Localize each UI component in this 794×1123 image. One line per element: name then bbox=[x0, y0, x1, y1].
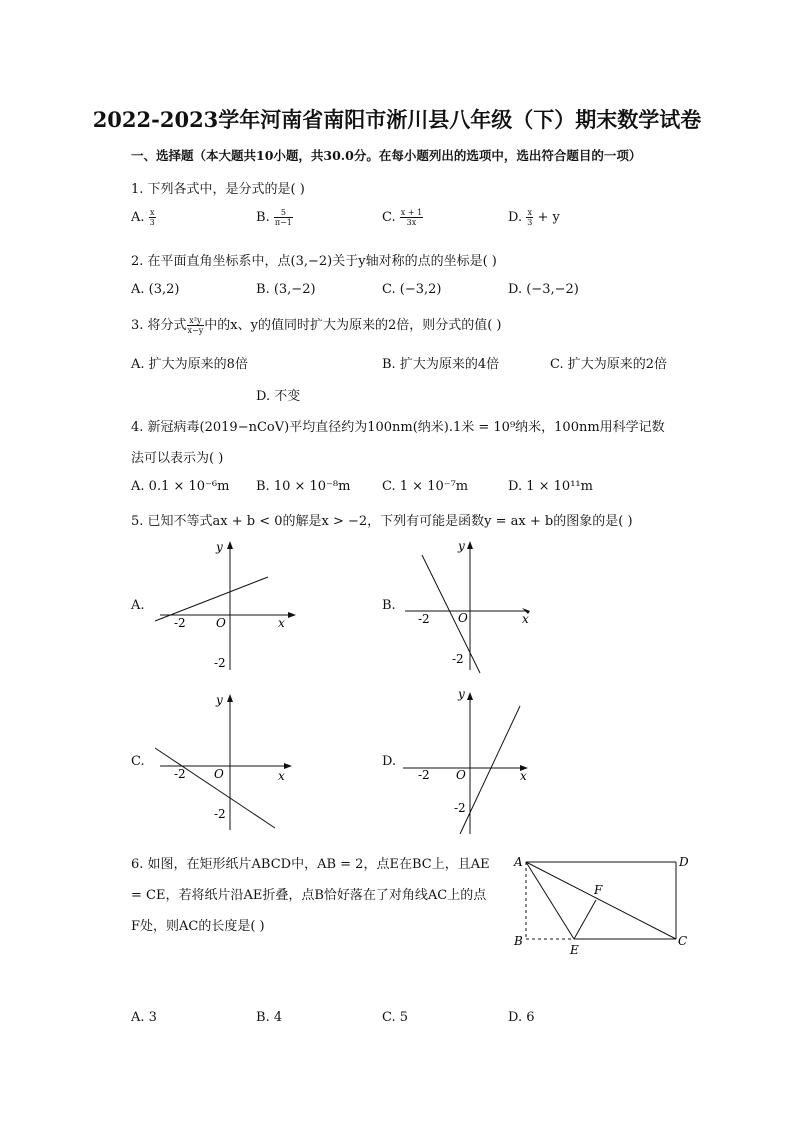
fraction: $\frac{x}{3}$ bbox=[149, 208, 155, 227]
q4-option-b[interactable]: B. 10 × 10⁻⁸m bbox=[256, 479, 351, 494]
tick-label-y: -2 bbox=[214, 807, 226, 821]
origin-label: O bbox=[458, 611, 468, 625]
q5-option-a[interactable]: A. bbox=[131, 598, 145, 613]
point-B-label: B bbox=[514, 934, 523, 948]
question-6-line-2: = CE，若将纸片沿AE折叠，点B恰好落在了对角线AC上的点 bbox=[131, 888, 487, 903]
question-6-line-1: 6. 如图，在矩形纸片ABCD中，AB = 2，点E在BC上，且AE bbox=[131, 857, 490, 872]
point-C-label: C bbox=[678, 934, 688, 948]
page-title: 2022-2023学年河南省南阳市淅川县八年级（下）期末数学试卷 bbox=[92, 107, 702, 132]
diagonal-AC bbox=[526, 862, 676, 939]
point-F-label: F bbox=[594, 883, 603, 897]
q3-option-a[interactable]: A. 扩大为原来的8倍 bbox=[131, 357, 248, 372]
graph-line bbox=[155, 577, 268, 621]
x-axis-arrow bbox=[284, 763, 292, 769]
segment-AE bbox=[526, 862, 574, 939]
fraction: $\frac{x + 1}{3x}$ bbox=[400, 208, 423, 227]
q1-option-c[interactable]: C. $\frac{x + 1}{3x}$ bbox=[382, 208, 423, 227]
point-E-label: E bbox=[570, 943, 579, 957]
x-label: x bbox=[520, 769, 527, 783]
y-label: y bbox=[458, 539, 465, 553]
question-1: 1. 下列各式中，是分式的是( ) bbox=[131, 182, 305, 197]
q4-option-c[interactable]: C. 1 × 10⁻⁷m bbox=[382, 479, 469, 494]
tick-label-x: -2 bbox=[174, 767, 186, 781]
q2-option-b[interactable]: B. (3,−2) bbox=[256, 282, 316, 297]
point-A-label: A bbox=[514, 855, 523, 869]
q2-option-c[interactable]: C. (−3,2) bbox=[382, 282, 442, 297]
x-label: x bbox=[278, 769, 285, 783]
question-6-line-3: F处，则AC的长度是( ) bbox=[131, 919, 265, 934]
q2-option-a[interactable]: A. (3,2) bbox=[131, 282, 180, 297]
y-label: y bbox=[458, 687, 465, 701]
section-heading: 一、选择题（本大题共10小题，共30.0分。在每小题列出的选项中，选出符合题目的一项） bbox=[131, 148, 642, 163]
graph-line bbox=[460, 706, 520, 834]
tick-label-y: -2 bbox=[454, 801, 466, 815]
y-axis-arrow bbox=[227, 541, 233, 549]
question-4-line-1: 4. 新冠病毒(2019−nCoV)平均直径约为100nm(纳米).1米 = 10⁹纳米，100nm用科学记数 bbox=[131, 420, 665, 435]
tick-label-x: -2 bbox=[174, 616, 186, 630]
question-3: 3. 将分式 $\frac{\text{x²y}}{x-y}$ 中的x、y的值同时扩大为原来的2倍，则分式的值( ) bbox=[131, 316, 502, 335]
q5-graph-a bbox=[150, 535, 300, 675]
graph-line bbox=[422, 555, 480, 673]
q6-option-b[interactable]: B. 4 bbox=[256, 1010, 283, 1025]
q1-option-d[interactable]: D. $\frac{x}{3}$ + y bbox=[508, 208, 560, 227]
y-axis-arrow bbox=[467, 541, 473, 549]
fraction: $\frac{5}{\pi-1}$ bbox=[274, 208, 292, 227]
question-2: 2. 在平面直角坐标系中，点(3,−2)关于y轴对称的点的坐标是( ) bbox=[131, 254, 497, 269]
q2-option-d[interactable]: D. (−3,−2) bbox=[508, 282, 579, 297]
x-axis-arrow bbox=[288, 612, 296, 618]
q5-graph-b bbox=[400, 535, 550, 675]
origin-label: O bbox=[456, 768, 466, 782]
tick-label-x: -2 bbox=[418, 612, 430, 626]
segment-EF bbox=[574, 900, 596, 939]
y-label: y bbox=[216, 540, 223, 554]
q5-option-b[interactable]: B. bbox=[382, 598, 396, 613]
q4-option-a[interactable]: A. 0.1 × 10⁻⁶m bbox=[131, 479, 230, 494]
q6-option-d[interactable]: D. 6 bbox=[508, 1010, 535, 1025]
y-axis-arrow bbox=[467, 692, 473, 700]
q3-option-b[interactable]: B. 扩大为原来的4倍 bbox=[382, 357, 500, 372]
question-4-line-2: 法可以表示为( ) bbox=[131, 451, 224, 466]
x-label: x bbox=[522, 612, 529, 626]
fraction: $\frac{x}{3}$ bbox=[527, 208, 533, 227]
tick-label-y: -2 bbox=[214, 656, 226, 670]
q6-rectangle-figure bbox=[508, 850, 698, 960]
q5-graph-d bbox=[398, 684, 548, 840]
q4-option-d[interactable]: D. 1 × 10¹¹m bbox=[508, 479, 593, 494]
q5-option-d[interactable]: D. bbox=[382, 754, 397, 769]
q5-graph-c bbox=[150, 690, 300, 840]
question-5: 5. 已知不等式ax + b < 0的解是x > −2，下列有可能是函数y = ax + b的图象的是( ) bbox=[131, 514, 633, 529]
q3-option-d[interactable]: D. 不变 bbox=[256, 389, 301, 404]
fraction: $\frac{\text{x²y}}{x-y}$ bbox=[187, 316, 204, 335]
q6-option-c[interactable]: C. 5 bbox=[382, 1010, 409, 1025]
q5-option-c[interactable]: C. bbox=[131, 754, 145, 769]
q3-option-c[interactable]: C. 扩大为原来的2倍 bbox=[550, 357, 668, 372]
tick-label-y: -2 bbox=[452, 652, 464, 666]
q1-option-b[interactable]: B. $\frac{5}{\pi-1}$ bbox=[256, 208, 292, 227]
y-label: y bbox=[216, 693, 223, 707]
q1-option-a[interactable]: A. $\frac{x}{3}$ bbox=[131, 208, 155, 227]
point-D-label: D bbox=[679, 855, 689, 869]
y-axis-arrow bbox=[227, 694, 233, 702]
tick-label-x: -2 bbox=[418, 768, 430, 782]
x-label: x bbox=[278, 616, 285, 630]
origin-label: O bbox=[214, 767, 224, 781]
q6-option-a[interactable]: A. 3 bbox=[131, 1010, 157, 1025]
origin-label: O bbox=[216, 616, 226, 630]
